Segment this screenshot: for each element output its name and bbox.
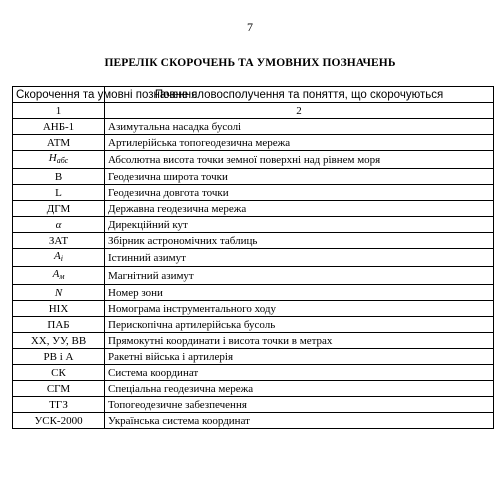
table-row xyxy=(13,285,494,301)
abbreviation-cell xyxy=(13,349,105,365)
abbreviation-text: УСК-2000 xyxy=(34,414,83,427)
abbreviation-text: A xyxy=(52,268,60,280)
abbreviation-cell xyxy=(13,267,105,285)
full-term-cell: Геодезична широта точки xyxy=(105,169,494,185)
table-row xyxy=(13,317,494,333)
abbreviation-text: ЗАТ xyxy=(48,234,69,247)
table-row xyxy=(13,301,494,317)
abbreviation-text: B xyxy=(54,170,63,183)
abbreviation-text: L xyxy=(55,186,62,199)
table-row xyxy=(13,249,494,267)
full-term-cell: Азимутальна насадка бусолі xyxy=(105,119,494,135)
full-term-cell: Ракетні війська і артилерія xyxy=(105,349,494,365)
abbreviation-text: СГМ xyxy=(46,382,71,395)
abbreviation-subscript: абс xyxy=(56,156,69,165)
page-number: 7 xyxy=(247,20,253,34)
page-title: ПЕРЕЛІК СКОРОЧЕНЬ ТА УМОВНИХ ПОЗНАЧЕНЬ xyxy=(104,57,396,69)
header-abbreviation: Скорочення та умовні позначення xyxy=(13,87,105,103)
table-row xyxy=(13,217,494,233)
abbreviation-text: ХХ, УУ, ВВ xyxy=(30,334,87,347)
full-term-cell: Українська система координат xyxy=(105,413,494,429)
full-term-cell: Геодезична довгота точки xyxy=(105,185,494,201)
table-row xyxy=(13,267,494,285)
full-term-cell: Державна геодезична мережа xyxy=(105,201,494,217)
abbreviation-text: АНБ-1 xyxy=(42,120,75,133)
abbreviation-cell xyxy=(13,169,105,185)
table-row xyxy=(13,413,494,429)
abbreviation-cell xyxy=(13,119,105,135)
table-row xyxy=(13,135,494,151)
abbreviation-cell xyxy=(13,285,105,301)
abbreviation-cell xyxy=(13,217,105,233)
column-number-2: 2 xyxy=(105,103,494,119)
table-row xyxy=(13,365,494,381)
column-number-1: 1 xyxy=(13,103,105,119)
abbreviation-text: НІХ xyxy=(48,302,69,315)
table-row xyxy=(13,333,494,349)
abbreviation-cell xyxy=(13,365,105,381)
table-header-row xyxy=(13,87,494,103)
abbreviation-cell xyxy=(13,233,105,249)
full-term-cell: Артилерійська топогеодезична мережа xyxy=(105,135,494,151)
abbreviation-text: СК xyxy=(51,366,66,379)
table-row xyxy=(13,169,494,185)
table-row xyxy=(13,151,494,169)
abbreviation-text: РВ і А xyxy=(43,350,74,363)
full-term-cell: Дирекційний кут xyxy=(105,217,494,233)
full-term-cell: Перископічна артилерійська бусоль xyxy=(105,317,494,333)
full-term-cell: Система координат xyxy=(105,365,494,381)
abbreviation-cell xyxy=(13,333,105,349)
table-row xyxy=(13,185,494,201)
full-term-cell: Збірник астрономічних таблиць xyxy=(105,233,494,249)
abbreviation-text: ТГЗ xyxy=(49,398,68,411)
full-term-cell: Абсолютна висота точки земної поверхні над рівнем моря xyxy=(105,151,494,169)
table-row xyxy=(13,119,494,135)
abbreviation-cell xyxy=(13,201,105,217)
abbreviation-text: H xyxy=(48,152,57,164)
full-term-cell: Номограма інструментального ходу xyxy=(105,301,494,317)
abbreviation-text: N xyxy=(54,286,63,299)
abbreviation-cell xyxy=(13,413,105,429)
table-row xyxy=(13,233,494,249)
abbreviations-table xyxy=(12,86,494,429)
table-row xyxy=(13,381,494,397)
column-number-row xyxy=(13,103,494,119)
abbreviation-cell xyxy=(13,397,105,413)
full-term-cell: Номер зони xyxy=(105,285,494,301)
abbreviation-cell xyxy=(13,317,105,333)
table-row xyxy=(13,397,494,413)
abbreviation-text: A xyxy=(54,250,61,262)
header-full-term: Повне словосполучення та поняття, що скорочуються xyxy=(105,87,494,103)
abbreviation-cell xyxy=(13,185,105,201)
abbreviation-text: ДГМ xyxy=(46,202,71,215)
abbreviation-cell xyxy=(13,301,105,317)
abbreviation-cell xyxy=(13,135,105,151)
full-term-cell: Магнітний азимут xyxy=(105,267,494,285)
full-term-cell: Топогеодезичне забезпечення xyxy=(105,397,494,413)
abbreviation-cell xyxy=(13,381,105,397)
table-row xyxy=(13,201,494,217)
abbreviation-cell xyxy=(13,151,105,169)
abbreviation-text: АТМ xyxy=(46,136,71,149)
full-term-cell: Спеціальна геодезична мережа xyxy=(105,381,494,397)
abbreviation-subscript: і xyxy=(60,254,63,263)
abbreviation-cell xyxy=(13,249,105,267)
abbreviation-text: ПАБ xyxy=(47,318,70,331)
abbreviation-text: α xyxy=(55,218,62,231)
table-body xyxy=(13,119,494,429)
full-term-cell: Істинний азимут xyxy=(105,249,494,267)
table-row xyxy=(13,349,494,365)
abbreviation-subscript: м xyxy=(59,272,65,281)
full-term-cell: Прямокутні координати і висота точки в метрах xyxy=(105,333,494,349)
